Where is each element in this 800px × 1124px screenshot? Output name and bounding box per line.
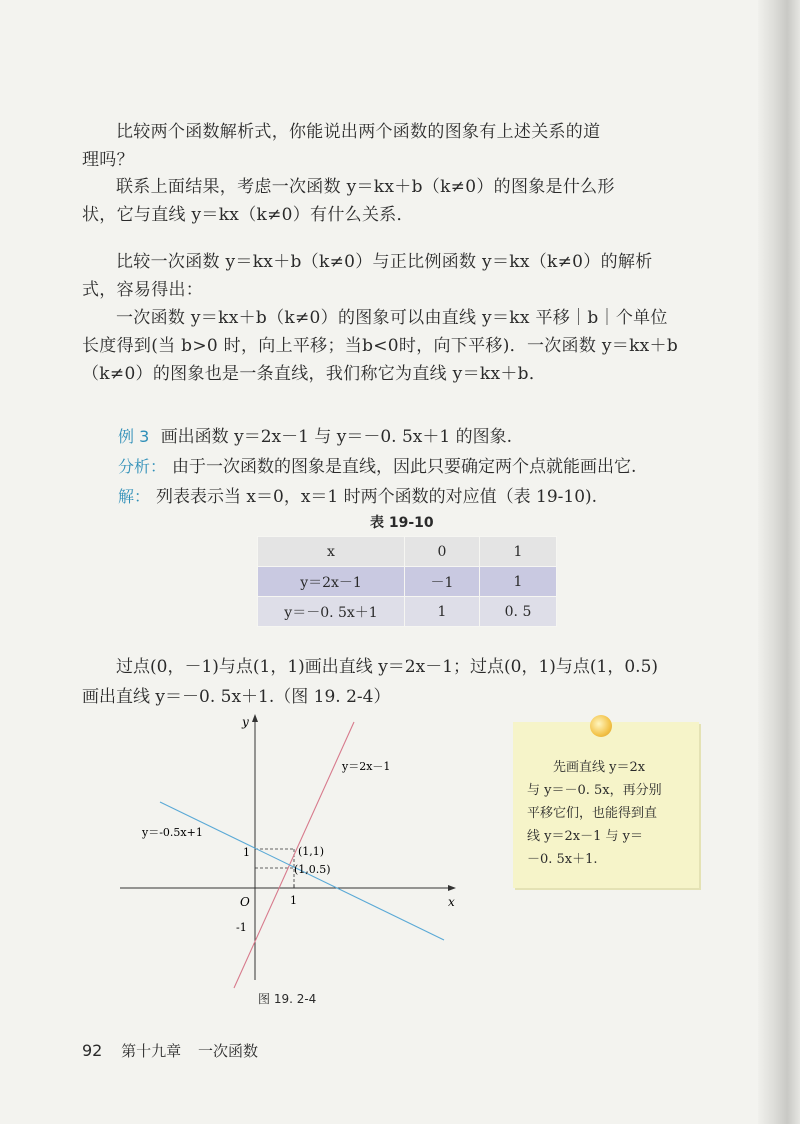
example-text: 画出函数 y＝2x－1 与 y＝－0. 5x＋1 的图象. bbox=[160, 427, 512, 447]
x-axis-arrow-icon bbox=[448, 885, 456, 891]
example-block bbox=[118, 422, 718, 512]
text-line: 比较一次函数 y＝kx＋b（k≠0）与正比例函数 y＝kx（k≠0）的解析 bbox=[116, 252, 653, 272]
solution-text: 列表表示当 x＝0，x＝1 时两个函数的对应值（表 19-10). bbox=[156, 487, 598, 507]
note-line: 先画直线 y＝2x bbox=[553, 760, 646, 775]
table-cell: 0 bbox=[405, 537, 480, 567]
pushpin-icon bbox=[590, 715, 612, 737]
line1-label: y＝2x－1 bbox=[342, 760, 391, 773]
value-table bbox=[257, 536, 557, 627]
chapter-label: 第十九章 bbox=[121, 1042, 182, 1060]
example-statement bbox=[118, 422, 718, 452]
text-line: 一次函数 y＝kx＋b（k≠0）的图象可以由直线 y＝kx 平移｜b｜个单位 bbox=[116, 308, 668, 328]
note-line: 线 y＝2x－1 与 y＝ bbox=[527, 829, 643, 844]
text-line: 长度得到(当 b>0 时，向上平移；当b<0时，向下平移)．一次函数 y＝kx＋b bbox=[82, 336, 679, 356]
origin-label: O bbox=[240, 895, 250, 909]
x-axis-label: x bbox=[448, 895, 455, 909]
example-label: 例 3 bbox=[118, 427, 150, 446]
text-line: 过点(0，－1)与点(1，1)画出直线 y＝2x－1；过点(0，1)与点(1，0.5) bbox=[116, 657, 659, 677]
text-line: 联系上面结果，考虑一次函数 y＝kx＋b（k≠0）的图象是什么形 bbox=[116, 177, 615, 197]
y-tick-label-minus-1: -1 bbox=[236, 921, 247, 934]
note-line: －0. 5x＋1. bbox=[527, 852, 598, 867]
table-cell: 0. 5 bbox=[480, 597, 557, 627]
table-cell: 1 bbox=[480, 567, 557, 597]
analysis-text: 由于一次函数的图象是直线，因此只要确定两个点就能画出它. bbox=[172, 457, 637, 477]
y-axis-label: y bbox=[242, 715, 249, 729]
text-line: 比较两个函数解析式，你能说出两个函数的图象有上述关系的道 bbox=[116, 122, 601, 142]
y-axis-arrow-icon bbox=[252, 714, 258, 722]
paragraph-conclusion bbox=[82, 304, 712, 388]
page-gutter-shadow bbox=[758, 0, 800, 1124]
solution-label: 解： bbox=[118, 487, 151, 506]
table-cell: y＝－0. 5x＋1 bbox=[258, 597, 405, 627]
table-cell: 1 bbox=[405, 597, 480, 627]
figure-caption: 图 19. 2-4 bbox=[258, 992, 317, 1006]
table-row bbox=[258, 597, 557, 627]
note-line: 平移它们，也能得到直 bbox=[527, 806, 658, 821]
section-label: 一次函数 bbox=[197, 1042, 258, 1060]
text-line: 画出直线 y＝－0. 5x＋1.（图 19. 2-4） bbox=[82, 687, 391, 707]
text-line: 式，容易得出： bbox=[82, 280, 204, 300]
text-line: 状，它与直线 y＝kx（k≠0）有什么关系． bbox=[82, 205, 414, 225]
sticky-note bbox=[513, 722, 699, 888]
table-cell: 1 bbox=[480, 537, 557, 567]
point-1-05-label: (1,0.5) bbox=[294, 863, 331, 876]
table-cell: y＝2x－1 bbox=[258, 567, 405, 597]
paragraph-think bbox=[82, 173, 712, 229]
table-cell: x bbox=[258, 537, 405, 567]
paragraph-draw-lines bbox=[82, 652, 722, 712]
note-text bbox=[527, 756, 689, 871]
table-row bbox=[258, 567, 557, 597]
analysis-label: 分析： bbox=[118, 457, 167, 476]
paragraph-question bbox=[82, 118, 712, 174]
function-graph bbox=[120, 710, 460, 990]
page-footer bbox=[82, 1040, 258, 1061]
note-line: 与 y＝－0. 5x，再分别 bbox=[527, 783, 662, 798]
paragraph-compare bbox=[82, 248, 712, 304]
point-1-1-label: (1,1) bbox=[298, 845, 325, 858]
x-tick-label-1: 1 bbox=[290, 894, 297, 907]
text-line: 理吗？ bbox=[82, 150, 134, 170]
example-solution bbox=[118, 482, 718, 512]
y-tick-label-1: 1 bbox=[243, 846, 250, 859]
text-line: （k≠0）的图象也是一条直线，我们称它为直线 y＝kx＋b． bbox=[82, 364, 547, 384]
line2-label: y＝-0.5x+1 bbox=[142, 826, 203, 839]
table-cell: －1 bbox=[405, 567, 480, 597]
table-row bbox=[258, 537, 557, 567]
example-analysis bbox=[118, 452, 718, 482]
page-number: 92 bbox=[82, 1041, 103, 1060]
line-y-2x-minus-1 bbox=[234, 722, 354, 988]
table-caption: 表 19-10 bbox=[370, 515, 434, 531]
